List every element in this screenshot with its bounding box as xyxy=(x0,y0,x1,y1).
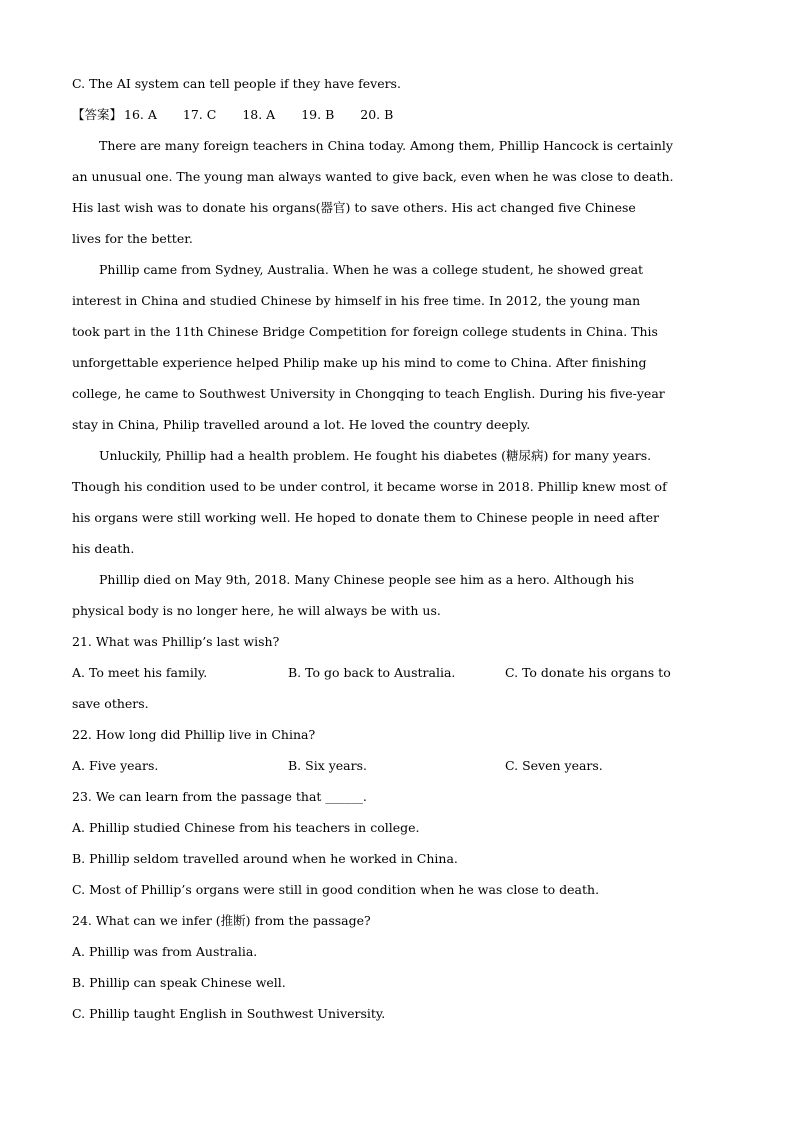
option-c-continued: save others. xyxy=(72,696,149,711)
option-c: C. Phillip taught English in Southwest University. xyxy=(72,1006,386,1021)
answer-key xyxy=(72,99,722,130)
passage-line: physical body is no longer here, he will always be with us. xyxy=(72,603,441,618)
option-a: A. Five years. xyxy=(72,758,159,773)
passage-line: unforgettable experience helped Philip make up his mind to come to China. After finishing xyxy=(72,355,647,370)
passage-paragraph-2 xyxy=(72,254,722,440)
answer-17: 17. C xyxy=(182,107,217,122)
question-options xyxy=(72,750,722,781)
answer-19: 19. B xyxy=(301,107,335,122)
passage-paragraph-1 xyxy=(72,130,722,254)
passage-line: lives for the better. xyxy=(72,231,193,246)
option-b: B. Phillip seldom travelled around when he worked in China. xyxy=(72,851,458,866)
answer-key-label: 【答案】 xyxy=(72,107,123,122)
passage-paragraph-4 xyxy=(72,564,722,626)
option-b: B. Phillip can speak Chinese well. xyxy=(72,975,286,990)
question-24 xyxy=(72,905,722,1029)
question-stem: 22. How long did Phillip live in China? xyxy=(72,727,316,742)
passage-line: his death. xyxy=(72,541,135,556)
passage-line: stay in China, Philip travelled around a lot. He loved the country deeply. xyxy=(72,417,531,432)
passage-line: Phillip came from Sydney, Australia. When he was a college student, he showed great xyxy=(99,262,644,277)
option-a: A. Phillip studied Chinese from his teachers in college. xyxy=(72,820,420,835)
document-page xyxy=(72,68,722,1029)
question-23 xyxy=(72,781,722,905)
passage-line: There are many foreign teachers in China today. Among them, Phillip Hancock is certainly xyxy=(99,138,673,153)
prev-question-option-c: C. The AI system can tell people if they have fevers. xyxy=(72,76,401,91)
passage-line: Though his condition used to be under control, it became worse in 2018. Phillip knew most of xyxy=(72,479,667,494)
option-c: C. To donate his organs to xyxy=(505,665,671,680)
passage-line: an unusual one. The young man always wanted to give back, even when he was close to death. xyxy=(72,169,674,184)
passage-line: college, he came to Southwest University in Chongqing to teach English. During his five-year xyxy=(72,386,665,401)
question-stem: 23. We can learn from the passage that ______. xyxy=(72,789,367,804)
passage-line: took part in the 11th Chinese Bridge Competition for foreign college students in China. This xyxy=(72,324,658,339)
question-22 xyxy=(72,719,722,781)
question-stem: 21. What was Phillip’s last wish? xyxy=(72,634,280,649)
option-b: B. Six years. xyxy=(288,758,367,773)
option-c: C. Most of Phillip’s organs were still in good condition when he was close to death. xyxy=(72,882,600,897)
answer-16: 16. A xyxy=(124,107,157,122)
question-21 xyxy=(72,626,722,719)
option-b: B. To go back to Australia. xyxy=(288,665,456,680)
option-c: C. Seven years. xyxy=(505,758,603,773)
passage-line: Unluckily, Phillip had a health problem. He fought his diabetes (糖尿病) for many years. xyxy=(99,448,652,463)
passage-paragraph-3 xyxy=(72,440,722,564)
passage-line: Phillip died on May 9th, 2018. Many Chinese people see him as a hero. Although his xyxy=(99,572,635,587)
passage-line: his organs were still working well. He hoped to donate them to Chinese people in need after xyxy=(72,510,659,525)
passage-line: interest in China and studied Chinese by himself in his free time. In 2012, the young man xyxy=(72,293,641,308)
option-a: A. To meet his family. xyxy=(72,665,208,680)
option-a: A. Phillip was from Australia. xyxy=(72,944,258,959)
question-options xyxy=(72,657,722,688)
question-stem: 24. What can we infer (推断) from the passage? xyxy=(72,913,371,928)
passage-line: His last wish was to donate his organs(器官) to save others. His act changed five Chinese xyxy=(72,200,636,215)
answer-20: 20. B xyxy=(360,107,394,122)
answer-18: 18. A xyxy=(242,107,276,122)
